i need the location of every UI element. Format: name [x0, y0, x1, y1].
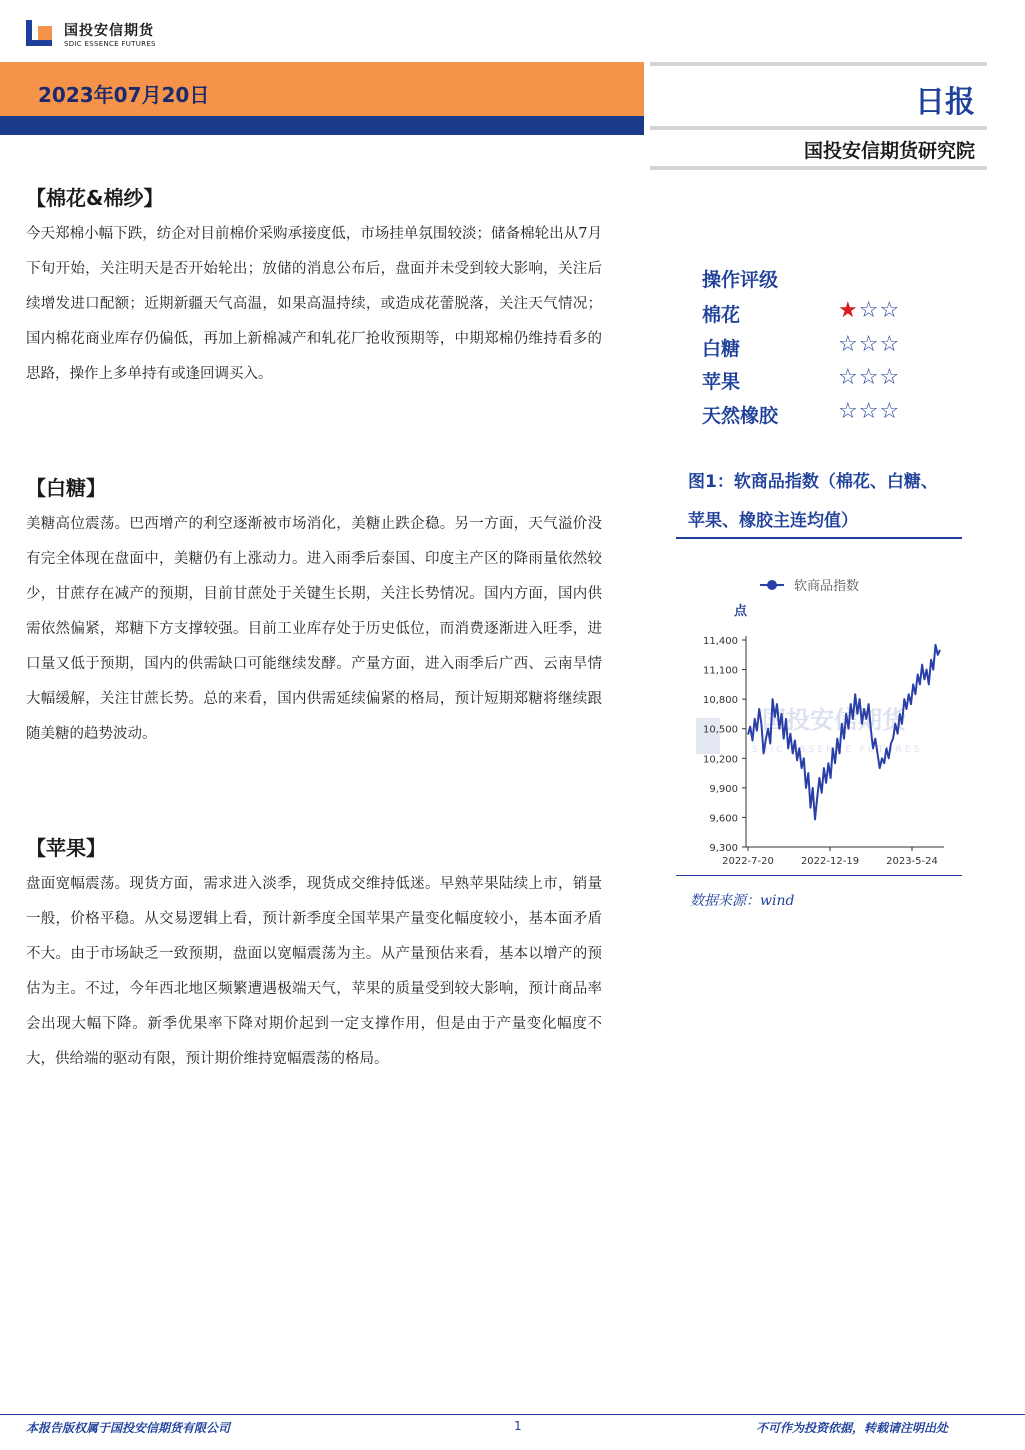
star-empty-icon: ☆ — [879, 298, 901, 323]
star-rating — [838, 332, 900, 357]
section-body-sugar: 美糖高位震荡。巴西增产的利空逐渐被市场消化，美糖止跌企稳。另一方面，天气溢价没有完全体现在盘面中，美糖仍有上涨动力。进入雨季后泰国、印度主产区的降雨量依然较少，甘蔗存在减产的预期，目前甘蔗处于关键生长期，关注长势情况。国内方面，国内供需依然偏紧，郑糖下方支撑较强。目前工业库存处于历史低位，而消费逐渐进入旺季，进口量又低于预期，国内的供需缺口可能继续发酵。产量方面，进入雨季后广西、云南旱情大幅缓解，关注甘蔗长势。总的来看，国内供需延续偏紧的格局，预计短期郑糖将继续跟随美糖的趋势波动。 — [26, 516, 602, 742]
y-tick-label: 9,600 — [709, 813, 738, 825]
footer-copyright: 本报告版权属于国投安信期货有限公司 — [26, 1421, 231, 1435]
data-source: 数据来源：wind — [690, 893, 795, 909]
star-empty-icon: ☆ — [879, 399, 901, 424]
star-empty-icon: ☆ — [879, 332, 901, 357]
line-chart — [676, 570, 962, 870]
report-date: 2023年07月20日 — [38, 83, 210, 107]
divider — [650, 62, 987, 66]
report-type: 日报 — [915, 85, 975, 120]
rating-name: 棉花 — [702, 304, 741, 326]
figure-title: 图1：软商品指数（棉花、白糖、苹果、橡胶主连均值） — [688, 472, 938, 531]
y-tick-label: 10,500 — [703, 724, 738, 736]
company-name-en: SDIC ESSENCE FUTURES — [64, 40, 156, 48]
rating-row — [702, 300, 932, 330]
page-number: 1 — [514, 1419, 522, 1433]
star-empty-icon: ☆ — [858, 298, 880, 323]
x-tick-label: 2022-12-19 — [800, 856, 860, 867]
x-axis — [722, 847, 938, 867]
chart-axes — [746, 636, 944, 847]
section-title-apple: 【苹果】 — [26, 836, 106, 860]
star-empty-icon: ☆ — [858, 332, 880, 357]
header-navy-bar — [0, 116, 644, 135]
rating-name: 白糖 — [702, 338, 741, 360]
institute-name: 国投安信期货研究院 — [803, 140, 975, 162]
rating-name: 天然橡胶 — [702, 405, 779, 427]
star-empty-icon: ☆ — [838, 399, 859, 424]
company-name-cn: 国投安信期货 — [64, 23, 154, 39]
star-rating — [838, 365, 900, 390]
footer-rule — [0, 1414, 1025, 1415]
figure-bottom-rule — [676, 875, 962, 876]
y-tick-label: 11,400 — [703, 636, 738, 647]
x-tick-label: 2022-7-20 — [722, 856, 774, 867]
star-empty-icon: ☆ — [879, 365, 901, 390]
legend-label: 软商品指数 — [794, 579, 860, 594]
star-empty-icon: ☆ — [858, 399, 880, 424]
y-tick-label: 11,100 — [703, 665, 738, 677]
y-tick-label: 10,800 — [703, 695, 738, 707]
star-empty-icon: ☆ — [838, 365, 859, 390]
section-body-apple: 盘面宽幅震荡。现货方面，需求进入淡季，现货成交维持低迷。早熟苹果陆续上市，销量一般，价格平稳。从交易逻辑上看，预计新季度全国苹果产量变化幅度较小，基本面矛盾不大。由于市场缺乏一致预期，盘面以宽幅震荡为主。从产量预估来看，基本以增产的预估为主。不过，今年西北地区频繁遭遇极端天气，苹果的质量受到较大影响，预计商品率会出现大幅下降。新季优果率下降对期价起到一定支撑作用，但是由于产量变化幅度不大，供给端的驱动有限，预计期价维持宽幅震荡的格局。 — [26, 876, 602, 1067]
chart-legend — [760, 578, 859, 594]
star-filled-icon: ★ — [838, 298, 859, 323]
y-axis-unit: 点 — [734, 604, 748, 619]
watermark-text: SDIC ESSENCE FUTURES — [752, 745, 923, 755]
star-empty-icon: ☆ — [838, 332, 859, 357]
section-title-cotton: 【棉花&棉纱】 — [26, 186, 164, 210]
rating-title: 操作评级 — [702, 269, 779, 291]
rating-row — [702, 401, 932, 431]
star-rating — [838, 298, 900, 323]
footer-disclaimer: 不可作为投资依据，转载请注明出处 — [756, 1421, 949, 1435]
y-tick-label: 9,300 — [709, 843, 738, 854]
section-body-cotton: 今天郑棉小幅下跌，纺企对目前棉价采购承接度低，市场挂单氛围较淡；储备棉轮出从7月下旬开始，关注明天是否开始轮出；放储的消息公布后，盘面并未受到较大影响，关注后续增发进口配额；近期新疆天气高温，如果高温持续，或造成花蕾脱落，关注天气情况；国内棉花商业库存仍偏低，再加上新棉减产和轧花厂抢收预期等，中期郑棉仍维持看多的思路，操作上多单持有或逢回调买入。 — [26, 226, 602, 382]
star-empty-icon: ☆ — [858, 365, 880, 390]
rating-row — [702, 334, 932, 364]
company-logo — [26, 18, 56, 48]
rating-name: 苹果 — [702, 371, 741, 393]
star-rating — [838, 399, 900, 424]
y-tick-label: 9,900 — [709, 783, 738, 795]
divider — [650, 126, 987, 130]
watermark-text: 国投安信期货 — [762, 706, 906, 734]
figure-top-rule — [676, 537, 962, 539]
rating-row — [702, 367, 932, 397]
y-tick-label: 10,200 — [703, 754, 738, 766]
divider — [650, 166, 987, 170]
section-title-sugar: 【白糖】 — [26, 476, 106, 500]
x-tick-label: 2023-5-24 — [886, 856, 938, 867]
